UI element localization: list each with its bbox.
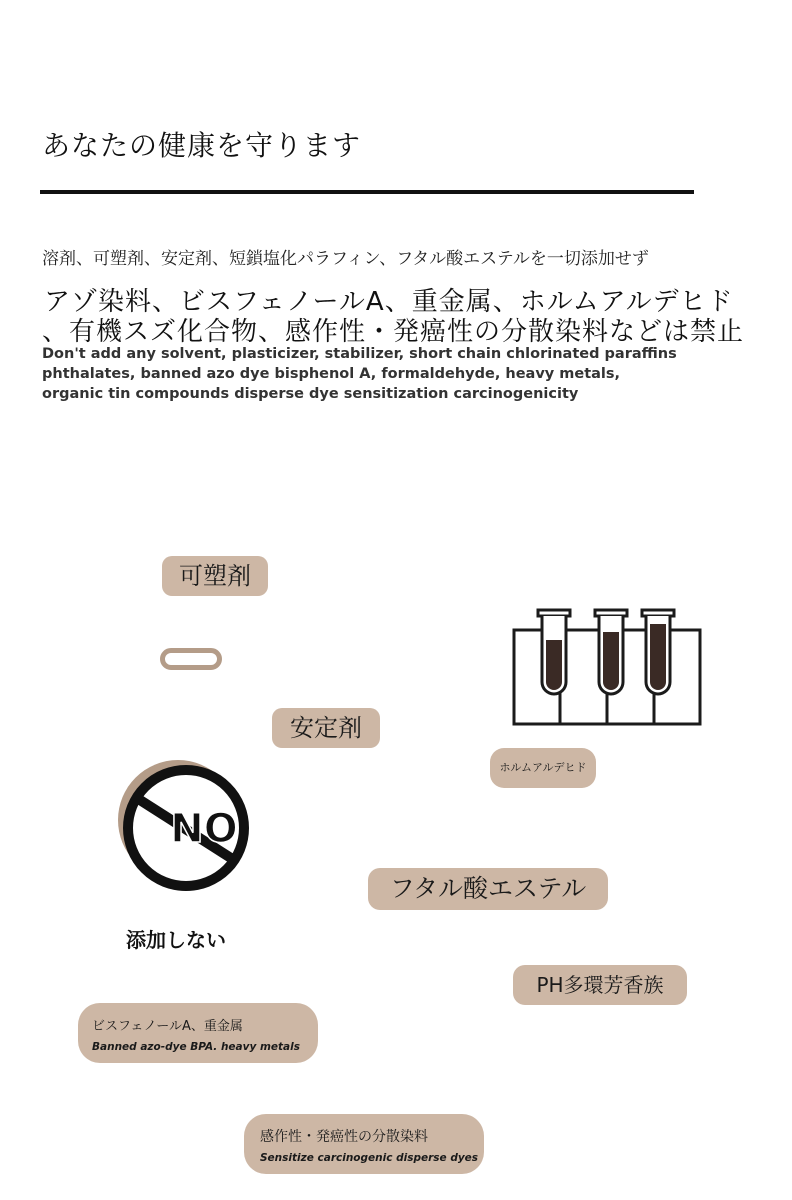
intro-line-3: 、有機スズ化合物、感作性・発癌性の分散染料などは禁止: [42, 317, 745, 347]
tag-plasticizer: 可塑剤: [162, 556, 268, 596]
tag-bisphenol: [78, 1003, 318, 1063]
tag-phthalate: フタル酸エステル: [368, 868, 608, 910]
english-line-1: Don't add any solvent, plasticizer, stabilizer, short chain chlorinated paraffins: [42, 346, 677, 362]
title-divider: [40, 190, 694, 194]
tag-bisphenol-jp: ビスフェノールA、重金属: [92, 1019, 243, 1034]
test-tubes-icon: [512, 606, 702, 726]
english-line-3: organic tin compounds disperse dye sensitization carcinogenicity: [42, 386, 579, 402]
tag-stabilizer: 安定剤: [272, 708, 380, 748]
no-additives-label: 添加しない: [126, 928, 226, 952]
tag-sensitize: [244, 1114, 484, 1174]
page-title: あなたの健康を守ります: [42, 129, 362, 162]
tag-bisphenol-en: Banned azo-dye BPA. heavy metals: [92, 1041, 300, 1053]
no-symbol-text: NO: [170, 806, 238, 852]
english-line-2: phthalates, banned azo dye bisphenol A, formaldehyde, heavy metals,: [42, 366, 621, 382]
decorative-oval: [160, 648, 222, 670]
prohibition-sign-icon: [112, 754, 254, 896]
intro-line-2: アゾ染料、ビスフェノールA、重金属、ホルムアルデヒド: [44, 287, 734, 317]
tag-sensitize-en: Sensitize carcinogenic disperse dyes: [260, 1152, 479, 1164]
tag-sensitize-jp: 感作性・発癌性の分散染料: [260, 1129, 428, 1145]
intro-line-1: 溶剤、可塑剤、安定剤、短鎖塩化パラフィン、フタル酸エステルを一切添加せず: [42, 249, 649, 269]
tag-formaldehyde: ホルムアルデヒド: [490, 748, 596, 788]
tag-pah: PH多環芳香族: [513, 965, 687, 1005]
